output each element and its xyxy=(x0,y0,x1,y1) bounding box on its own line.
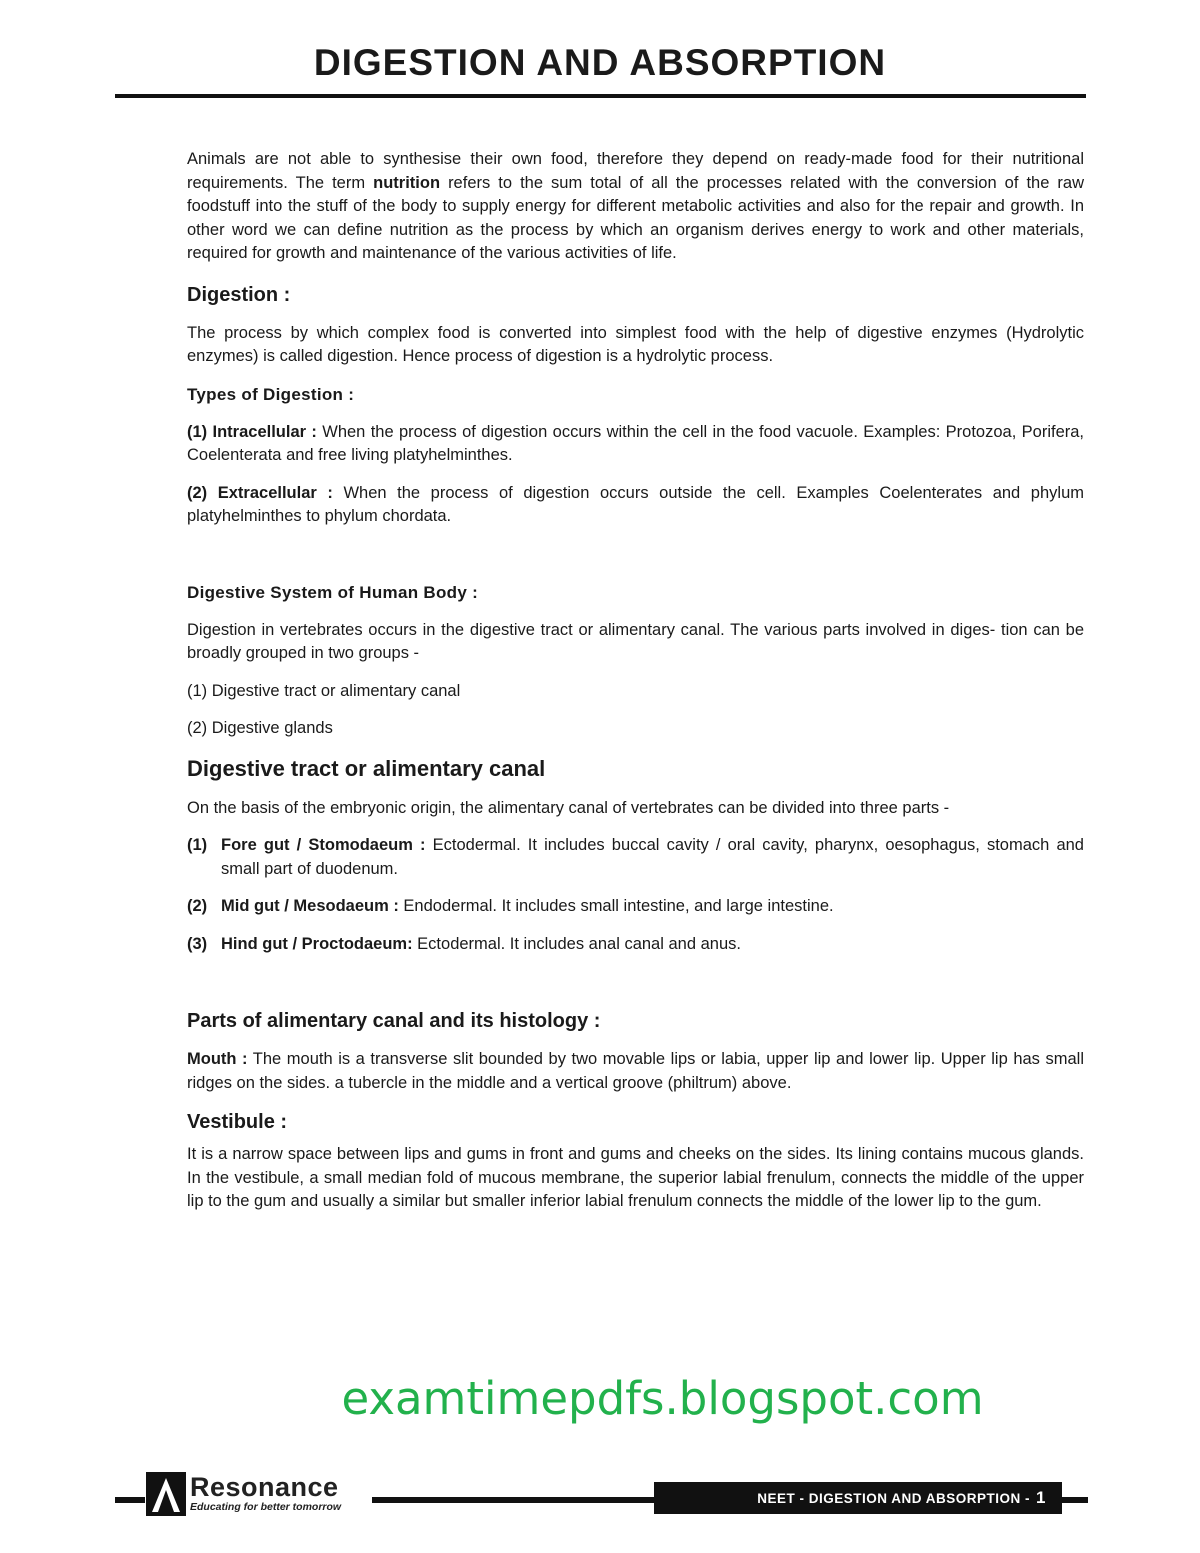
tract-item-number: (3) xyxy=(187,934,208,953)
parts-heading: Parts of alimentary canal and its histology : xyxy=(187,1010,601,1032)
tract-item-text: Ectodermal. It includes buccal cavity / oral cavity, pharynx, oesophagus, stomach and small part of duodenum. xyxy=(221,836,1084,878)
footer-rule-right xyxy=(1062,1497,1088,1503)
tract-item xyxy=(187,933,1084,957)
system-text: Digestion in vertebrates occurs in the digestive tract or alimentary canal. The various parts involved in diges- tion can be broadly grouped in two groups - xyxy=(187,620,1084,662)
tract-item-label: Fore gut / Stomodaeum : xyxy=(221,836,426,854)
content xyxy=(187,148,1084,1214)
intro-text-1: Animals are not able to synthesise their own food, therefore they depend on ready-made food for their nutritional requirements. The term xyxy=(187,150,1084,192)
tract-item-number: (2) xyxy=(187,897,208,915)
logo-tagline: Educating for better tomorrow xyxy=(190,1501,342,1513)
type-text: When the process of digestion occurs outside the cell. Examples Coelenterates and phylum platyhelminthes to phylum chordata. xyxy=(187,483,1084,525)
tract-item xyxy=(187,895,1084,919)
tract-heading: Digestive tract or alimentary canal xyxy=(187,755,546,781)
footer-rule-left xyxy=(115,1497,145,1503)
footer xyxy=(0,1470,1200,1530)
footer-rule-middle xyxy=(372,1497,654,1503)
digestion-text: The process by which complex food is converted into simplest food with the help of digestive enzymes (Hydrolytic enzymes) is called digestion. Hence process of digestion is a hydrolytic process. xyxy=(187,323,1084,365)
title-rule xyxy=(115,94,1086,98)
vestibule-text: It is a narrow space between lips and gums in front and gums and cheeks on the sides. Its lining contains mucous glands. In the vestibule, a small median fold of mucous membrane, the superior labial frenulum, connects the middle of the upper lip to the gum and usually a similar but smaller inferior labial frenulum connects the middle of the lower lip to the gum. xyxy=(187,1145,1084,1210)
system-item: (1) Digestive tract or alimentary canal xyxy=(187,681,461,700)
type-text: When the process of digestion occurs within the cell in the food vacuole. Examples: Protozoa, Porifera, Coelenterata and free living platyhelminthes. xyxy=(187,422,1084,464)
system-item: (2) Digestive glands xyxy=(187,719,333,737)
page-label-box xyxy=(654,1482,1062,1514)
type-label: (2) Extracellular : xyxy=(187,483,333,502)
tract-item-text: Ectodermal. It includes anal canal and anus. xyxy=(412,934,741,953)
tract-text: On the basis of the embryonic origin, the alimentary canal of vertebrates can be divided into three parts - xyxy=(187,798,950,817)
tract-item-label: Hind gut / Proctodaeum: xyxy=(221,934,413,953)
intro-paragraph xyxy=(187,148,1084,266)
tract-item-text: Endodermal. It includes small intestine, and large intestine. xyxy=(398,897,834,915)
mouth-text: The mouth is a transverse slit bounded by two movable lips or labia, upper lip and lower lip. Upper lip has small ridges on the sides. a tubercle in the middle and a vertical groove (philtrum) above. xyxy=(187,1050,1084,1092)
logo-text: Resonance xyxy=(190,1472,339,1502)
page-label: NEET - DIGESTION AND ABSORPTION - xyxy=(757,1490,1031,1506)
system-heading: Digestive System of Human Body : xyxy=(187,582,479,602)
type-label: (1) Intracellular : xyxy=(187,422,317,441)
intro-text-2: refers to the sum total of all the processes related with the conversion of the raw foodstuff into the stuff of the body to supply energy for different metabolic activities and also for the repair and growth. In other word we can define nutrition as the process by which an organism derives energy to work and other materials, required for growth and maintenance of the various activities of life. xyxy=(187,173,1085,262)
mouth-label: Mouth : xyxy=(187,1050,248,1068)
page-title: DIGESTION AND ABSORPTION xyxy=(313,42,887,83)
type-item xyxy=(187,421,1084,468)
type-item xyxy=(187,482,1084,529)
vestibule-heading: Vestibule : xyxy=(187,1111,288,1133)
types-heading: Types of Digestion : xyxy=(187,384,355,404)
mouth-paragraph xyxy=(187,1048,1084,1095)
intro-term: nutrition xyxy=(373,173,441,192)
tract-item xyxy=(187,834,1084,881)
tract-item-number: (1) xyxy=(187,836,208,854)
tract-item-label: Mid gut / Mesodaeum : xyxy=(221,897,399,915)
digestion-heading: Digestion : xyxy=(187,283,291,306)
watermark: examtimepdfs.blogspot.com xyxy=(341,1372,984,1425)
page-number: 1 xyxy=(1036,1488,1046,1507)
